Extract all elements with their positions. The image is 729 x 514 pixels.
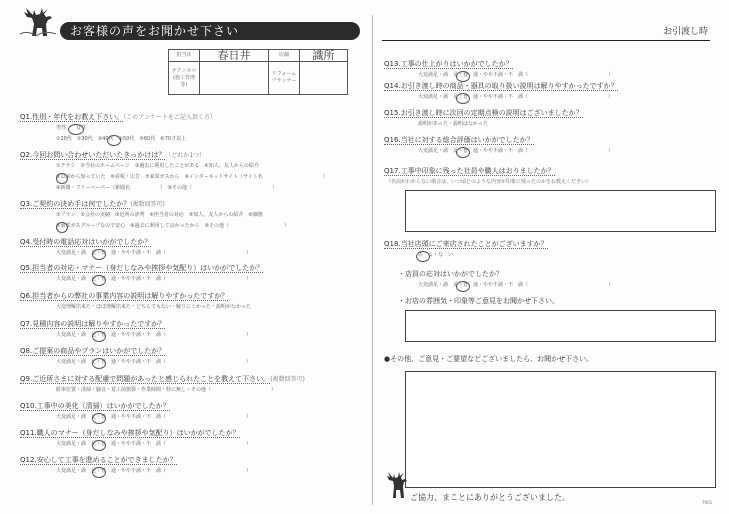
- staff-label-shop: 店舗: [269, 50, 300, 62]
- staff-signature-1: 春日井: [200, 50, 269, 62]
- q7-rating[interactable]: 大変満足・満 足・普 通・やや不満・不 満（ ）: [56, 332, 252, 338]
- q17-instructions: （名前がわからない場合は、いつ頃どのような内容が印象に残ったのかをお教えください）: [386, 179, 592, 185]
- answer-mark: [68, 124, 84, 135]
- answer-mark: [416, 251, 430, 262]
- answer-mark: [92, 358, 106, 369]
- q3-options-line1[interactable]: ①プラン ②会社の実績 ③近所の評判 ④担当者の対応 ⑤知人、友人からの紹介 ⑥価格: [56, 212, 263, 218]
- thanks-message: ご協力、まことにありがとうございました。: [410, 493, 570, 502]
- staff-label-technical: テクニカル (施工管理等): [169, 62, 200, 95]
- shop-atmosphere-question: ・お店の雰囲気・印象等ご意見をお聞かせ下さい。: [398, 297, 559, 305]
- q12-rating[interactable]: 大変満足・満 足・普 通・やや不満・不 満（ ）: [56, 468, 252, 474]
- question-q5: Q5.担当者の対応・マナー（身だしなみや挨拶や気配り）はいかがでしたか？: [20, 264, 264, 272]
- answer-mark: [92, 467, 106, 478]
- shop-atmosphere-box[interactable]: [405, 310, 716, 342]
- final-comments-box[interactable]: [405, 371, 716, 488]
- answer-mark: [92, 413, 106, 424]
- final-comments-question: ●その他、ご意見・ご要望などございましたら、お聞かせ下さい。: [384, 355, 594, 363]
- page-title: お客様の声をお聞かせ下さい: [70, 24, 240, 38]
- question-q10: Q10.工事中の美化（清掃）はいかがでしたか？: [20, 402, 170, 410]
- q17-answer-box[interactable]: [405, 190, 716, 232]
- answer-mark: [92, 331, 106, 342]
- question-q16: Q16.当社に対する総合評価はいかがでしたか？: [384, 136, 534, 144]
- q1-age-options[interactable]: ①20代 ②30代 ③40代 ④50代 ⑤60代 ⑥70才以上: [56, 136, 187, 142]
- staff-signature-2: 識所: [300, 50, 348, 62]
- question-q14: Q14.お引き渡し時の商品・器具の取り扱い説明は解りやすかったですか？: [384, 82, 618, 90]
- q3-options-line2[interactable]: ⑦東邦ガスグループなので安心 ⑧過去に利用して良かったから ⑨その他（ ）: [56, 223, 290, 229]
- q13-rating[interactable]: 大変満足・満 足・普 通・やや不満・不 満（ ）: [418, 72, 614, 78]
- q2-options-line1[interactable]: ①チラシ ②当社のホームページ ③過去に利用したことがある ④知人、友人からの紹介: [56, 163, 259, 169]
- q10-rating[interactable]: 大変満足・満 足・普 通・やや不満・不 満（ ）: [56, 414, 252, 420]
- question-q9: Q9.ご近所さまに対する配慮で問題があったと感じられたことを教えて下さい。(複数回答可): [20, 375, 305, 383]
- answer-mark: [456, 147, 470, 158]
- q5-rating[interactable]: 大変満足・満 足・普 通・やや不満・不 満（ ）: [56, 276, 252, 282]
- question-q13: Q13.工事の仕上がりはいかがでしたか？: [384, 60, 513, 68]
- q1-gender-options[interactable]: 男性 女性: [56, 125, 87, 131]
- answer-mark: [92, 275, 106, 286]
- q16-rating[interactable]: 大変満足・満 足・普 通・やや不満・不 満（ ）: [418, 148, 614, 154]
- delivery-label: お引渡し時: [662, 27, 708, 37]
- question-q17: Q17.工事中印象に残った社員や職人はおりましたか？: [384, 167, 555, 175]
- q8-rating[interactable]: 大変満足・満 足・普 通・やや不満・不 満（ ）: [56, 359, 252, 365]
- deer-logo-left: [18, 6, 58, 40]
- header-right-line: [382, 26, 710, 41]
- answer-mark: [92, 440, 106, 451]
- staff-table: [168, 49, 348, 95]
- q15-options[interactable]: 説明があった・説明はなかった: [418, 121, 488, 127]
- q6-options[interactable]: 大変理解出来た・ほぼ理解出来た・どちらでもない・解りにくかった・説明がなかった: [56, 304, 251, 310]
- answer-mark: [92, 249, 106, 260]
- question-q18: Q18.当社店頭にご来店されたことがございますか？: [384, 240, 548, 248]
- question-q12: Q12.安心して工事を進めることができましたか？: [20, 456, 177, 464]
- question-q11: Q11.職人のマナー（身だしなみや挨拶や気配り）はいかがでしたか？: [20, 429, 240, 437]
- answer-mark: [456, 71, 470, 82]
- q14-rating[interactable]: 大変満足・満 足・普 通・やや不満・不 満（ ）: [418, 94, 614, 100]
- question-q15: Q15.お引き渡し時に次回の定期点検の説明はございましたか？: [384, 109, 583, 117]
- question-q4: Q4.受付時の電話応対はいかがでしたか？: [20, 238, 152, 246]
- answer-mark: [456, 93, 470, 104]
- q2-options-line2[interactable]: ⑤以前から知っていた ⑥看板・広告 ⑦家周ガスから ⑧インターネットサイト（サイト名 ）: [56, 174, 328, 180]
- q11-rating[interactable]: 大変満足・満 足・普 通・やや不満・不 満（ ）: [56, 441, 252, 447]
- staff-cell-planner[interactable]: [300, 62, 348, 95]
- page-divider: [372, 15, 373, 505]
- question-q2: Q2.今回お問い合わせいただいたきっかけは？（どれか1つ）: [20, 151, 206, 159]
- q9-options[interactable]: 駐車位置・清掃・騒音・着工前挨拶・作業時間・特に無し・その他（ ）: [56, 387, 277, 393]
- form-code: 7901: [702, 500, 713, 505]
- question-q3: Q3.ご契約の決め手は何でしたか？(複数回答可): [20, 200, 165, 208]
- deer-logo-right: [383, 470, 409, 502]
- question-q7: Q7.見積内容の説明は解りやすかったですか？: [20, 320, 166, 328]
- answer-mark: [56, 222, 68, 233]
- shop-staff-rating[interactable]: 大変満足・満 足・普 通・やや不満・不 満（ ）: [418, 282, 614, 288]
- question-q6: Q6.担当者からの弊社の事業内容の説明は解りやすかったですか？: [20, 292, 229, 300]
- q2-options-line3[interactable]: ⑨新聞・フリーペーパー（新聞名 ） ⑩その他（ ）: [56, 185, 278, 191]
- question-q8: Q8.ご提案の商品やプランはいかがでしたか？: [20, 347, 166, 355]
- answer-mark: [456, 281, 470, 292]
- answer-mark: [56, 173, 68, 184]
- answer-mark: [107, 135, 121, 146]
- staff-label-planner: リフォーム プランナー: [269, 62, 300, 95]
- staff-cell-technical[interactable]: [200, 62, 269, 95]
- question-q1: Q1.性別・年代をお教え下さい。（このアンケートをご記入頂く方）: [20, 113, 216, 121]
- shop-staff-question: ・店員の応対はいかがでしたか？: [398, 270, 503, 278]
- staff-label-store: 担当店: [169, 50, 200, 62]
- q4-rating[interactable]: 大変満足・満 足・普 通・やや不満・不 満（ ）: [56, 250, 252, 256]
- q18-options[interactable]: あ る・な い: [418, 252, 454, 258]
